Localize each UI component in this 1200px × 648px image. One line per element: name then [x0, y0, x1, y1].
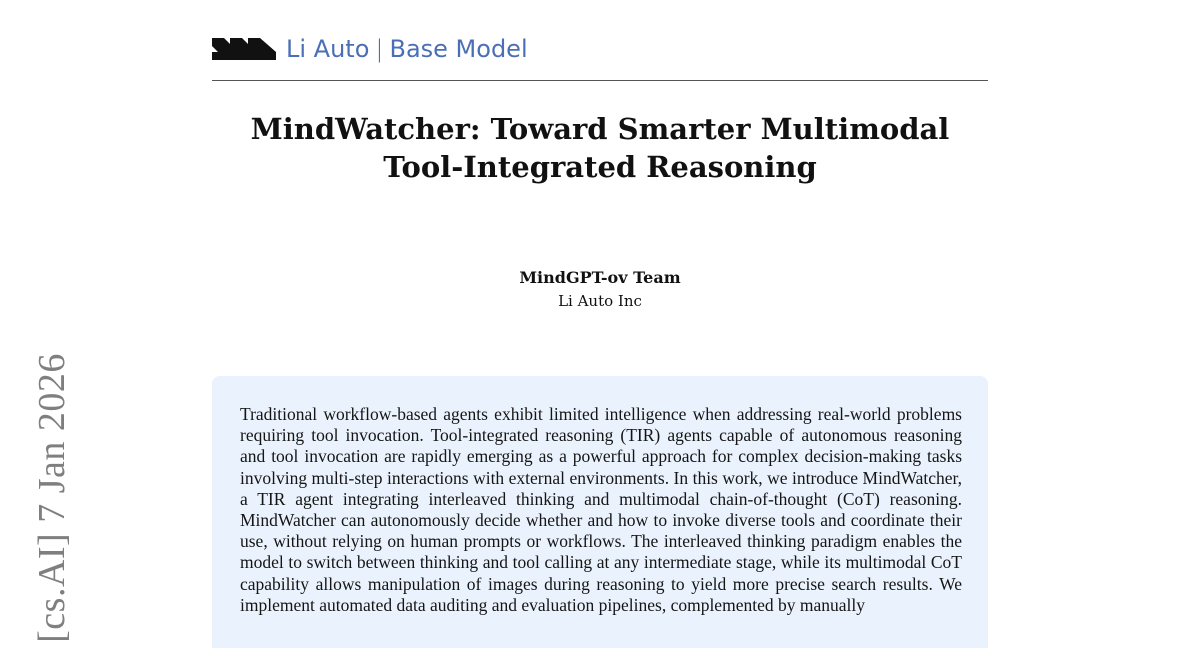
- brand-name: Li Auto: [286, 35, 370, 63]
- arxiv-side-stamp: [cs.AI] 7 Jan 2026: [31, 353, 73, 643]
- paper-title: [212, 110, 988, 186]
- li-auto-logo-icon: [212, 38, 276, 60]
- page-header: [212, 34, 988, 81]
- header-separator: |: [375, 35, 384, 63]
- author-name: MindGPT-ov Team: [519, 268, 681, 287]
- abstract-text: Traditional workflow-based agents exhibit limited intelligence when addressing real-world problems requiring tool invocation. Tool-integrated reasoning (TIR) agents capable of autonomous reasoning and tool invocation are rapidly emerging as a powerful approach for complex decision-making tasks involving multi-step interactions with external environments. In this work, we introduce MindWatcher, a TIR agent integrating interleaved thinking and multimodal chain-of-thought (CoT) reasoning. MindWatcher can autonomously decide whether and how to invoke diverse tools and coordinate their use, without relying on human prompts or workflows. The interleaved thinking paradigm enables the model to switch between thinking and tool calling at any intermediate stage, while its multimodal CoT capability allows manipulation of images during reasoning to yield more precise search results. We implement automated data auditing and evaluation pipelines, complemented by manually: [240, 404, 962, 615]
- title-line-2: Tool-Integrated Reasoning: [383, 150, 817, 184]
- title-line-1: MindWatcher: Toward Smarter Multimodal: [250, 112, 950, 146]
- author-affiliation: Li Auto Inc: [558, 292, 642, 310]
- abstract-box: [212, 376, 988, 648]
- header-title: [286, 35, 528, 63]
- section-name: Base Model: [389, 35, 528, 63]
